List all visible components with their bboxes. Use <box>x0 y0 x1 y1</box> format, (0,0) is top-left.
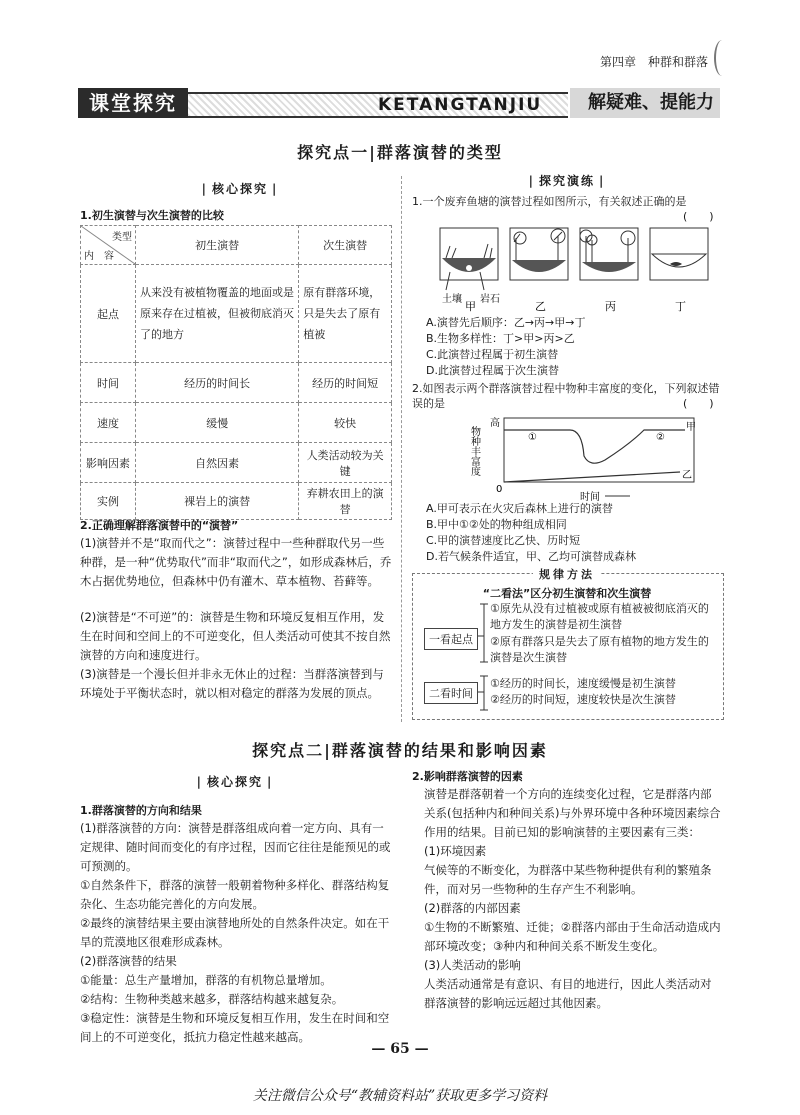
label-rock: 岩石 <box>480 294 500 305</box>
rule-line: ②原有群落只是失去了原有植物的地方发生的演替是次生演替 <box>490 635 709 664</box>
paragraph: (2)群落的内部因素 <box>424 901 521 915</box>
paragraph: 演替是群落朝着一个方向的连续变化过程，它是群落内部关系(包括种内和种间关系)与外界环境中各种环境因素综合作用的结果。目前已知的影响演替的主要因素有三类： <box>424 787 721 839</box>
row-label: 速度 <box>81 403 136 443</box>
paragraph: ②最终的演替结果主要由演替地所处的自然条件决定。如在干旱的荒漠地区很难形成森林。 <box>80 916 390 949</box>
option-b: B.生物多样性：丁>甲>丙>乙 <box>426 332 575 345</box>
footer-note: 关注微信公众号“教辅资料站”获取更多学习资料 <box>252 1088 548 1104</box>
rule-label: 规律方法 <box>412 566 722 582</box>
practice-label: | 探究演练 | <box>412 172 722 189</box>
rule-box-time: 二看时间 <box>424 682 478 704</box>
option-c: C.甲的演替速度比乙快、历时短 <box>426 534 581 547</box>
row-label: 起点 <box>81 265 136 363</box>
banner-code: KETANGTANJIU <box>378 95 543 115</box>
cell-secondary: 弃耕农田上的演替 <box>299 483 392 520</box>
section2-title: 探究点二|群落演替的结果和影响因素 <box>252 741 548 760</box>
paragraph: (1)群落演替的方向：演替是群落组成向着一定方向、具有一定规律、随时间而变化的有序过程，因而它往往是能预见的或可预测的。 <box>80 821 391 873</box>
label-yi: 乙 <box>535 300 546 313</box>
answer-paren: ( ) <box>683 397 714 410</box>
marker-1: ① <box>528 432 537 443</box>
rule-title: “二看法”区分初生演替和次生演替 <box>482 587 652 600</box>
label-jia-series: 甲 <box>686 422 696 433</box>
pond-bing <box>580 228 638 280</box>
paragraph: ②结构：生物种类越来越多，群落结构越来越复杂。 <box>80 992 344 1006</box>
rule-line: ①经历的时间长，速度缓慢是初生演替 <box>490 677 676 690</box>
cell-primary: 自然因素 <box>136 443 299 483</box>
question-2: 2.如图表示两个群落演替过程中物种丰富度的变化，下列叙述错误的是 <box>412 382 720 410</box>
paragraph: (3)演替是一个漫长但并非永无休止的过程：当群落演替到与环境处于平衡状态时，就以相对稳定的群落为发展的顶点。 <box>80 667 384 700</box>
row-label: 时间 <box>81 363 136 403</box>
brace-lines <box>478 600 490 715</box>
label-jia: 甲 <box>465 300 476 313</box>
paragraph: (2)群落演替的结果 <box>80 954 177 968</box>
rule-line: ①原先从没有过植被或原有植被被彻底消灭的地方发生的演替是初生演替 <box>490 602 709 631</box>
label-ding: 丁 <box>675 300 686 313</box>
column-divider <box>401 176 403 722</box>
heading-understand: 2.正确理解群落演替中的“演替” <box>80 519 239 532</box>
paragraph: 气候等的不断变化，为群落中某些物种提供有利的繁殖条件，而对另一些物种的生存产生不利影响。 <box>424 863 712 896</box>
corner-top: 类型 <box>112 232 132 243</box>
cell-secondary: 较快 <box>299 403 392 443</box>
marker-2: ② <box>656 432 665 443</box>
rule-line: ②经历的时间短，速度较快是次生演替 <box>490 693 676 706</box>
core-label: | 核心探究 | <box>80 773 390 790</box>
section1-title: 探究点一|群落演替的类型 <box>297 143 503 162</box>
paragraph: (1)环境因素 <box>424 844 487 858</box>
cell-primary: 从来没有被植物覆盖的地面或是原来存在过植被，但被彻底消灭了的地方 <box>136 265 299 363</box>
core-label: | 核心探究 | <box>80 180 400 197</box>
richness-chart <box>470 416 710 502</box>
cell-secondary: 人类活动较为关键 <box>299 443 392 483</box>
series-yi-line <box>504 472 680 482</box>
cell-secondary: 经历的时间短 <box>299 363 392 403</box>
pond-succession-figure <box>440 228 715 313</box>
label-yi-series: 乙 <box>682 470 692 481</box>
table-row <box>81 265 392 363</box>
table-corner <box>81 226 136 265</box>
banner-stripe <box>188 92 568 118</box>
paragraph: ①自然条件下，群落的演替一般朝着物种多样化、群落结构复杂化、生态功能完善化的方向发展。 <box>80 878 390 911</box>
page-number: — 65 — <box>371 1041 429 1057</box>
paragraph: ③稳定性：演替是生物和环境反复相互作用，发生在时间和空间上的不可逆变化，抵抗力稳定性越来越高。 <box>80 1011 390 1044</box>
section-banner <box>78 88 720 118</box>
x-axis-label: 时间 <box>580 492 600 503</box>
answer-paren: ( ) <box>683 210 714 223</box>
option-b: B.甲中①②处的物种组成相同 <box>426 518 567 531</box>
col-header-secondary: 次生演替 <box>299 226 392 265</box>
question-1: 1.一个废弃鱼塘的演替过程如图所示，有关叙述正确的是 <box>412 195 687 208</box>
cell-primary: 经历的时间长 <box>136 363 299 403</box>
y-high-label: 高 <box>490 418 500 429</box>
table-row <box>81 403 392 443</box>
paragraph: 人类活动通常是有意识、有目的地进行，因此人类活动对群落演替的影响远远超过其他因素。 <box>424 977 712 1010</box>
cell-secondary: 原有群落环境，只是失去了原有植被 <box>299 265 392 363</box>
corner-bottom: 内 容 <box>84 251 114 262</box>
label-bing: 丙 <box>605 300 616 313</box>
option-c: C.此演替过程属于初生演替 <box>426 348 559 361</box>
heading-compare: 1.初生演替与次生演替的比较 <box>80 209 224 222</box>
paragraph: (2)演替是“不可逆”的：演替是生物和环境反复相互作用，发生在时间和空间上的不可逆变化，但人类活动可使其不按自然演替的方向和速度进行。 <box>80 610 391 662</box>
option-a: A.甲可表示在火灾后森林上进行的演替 <box>426 502 613 515</box>
chapter-title: 第四章 种群和群落 <box>599 55 708 69</box>
heading-factors: 2.影响群落演替的因素 <box>412 770 523 783</box>
option-d: D.若气候条件适宜，甲、乙均可演替成森林 <box>426 550 636 563</box>
paragraph: ①生物的不断繁殖、迁徙；②群落内部由于生命活动造成内部环境改变；③种内和种间关系不断发生变化。 <box>424 920 721 953</box>
header-ornament <box>714 40 730 76</box>
banner-slogan: 解疑难、提能力 <box>570 88 720 118</box>
option-d: D.此演替过程属于次生演替 <box>426 364 559 377</box>
paragraph: (1)演替并不是“取而代之”：演替过程中一些种群取代另一些种群，是一种“优势取代”而非“取而代之”，如形成森林后，乔木占据优势地位，但森林中仍有灌木、草本植物、苔藓等。 <box>80 536 392 588</box>
pond-yi <box>510 228 568 280</box>
row-label: 实例 <box>81 483 136 520</box>
label-soil: 土壤 <box>442 294 462 305</box>
col-header-primary: 初生演替 <box>136 226 299 265</box>
table-row <box>81 443 392 483</box>
heading-direction: 1.群落演替的方向和结果 <box>80 804 202 817</box>
rule-box-start: 一看起点 <box>424 628 478 650</box>
cell-primary: 缓慢 <box>136 403 299 443</box>
pond-jia <box>440 228 498 290</box>
paragraph: ①能量：总生产量增加，群落的有机物总量增加。 <box>80 973 332 987</box>
pond-ding <box>650 228 708 280</box>
option-a: A.演替先后顺序：乙→丙→甲→丁 <box>426 316 586 329</box>
table-row <box>81 363 392 403</box>
cell-primary: 裸岩上的演替 <box>136 483 299 520</box>
row-label: 影响因素 <box>81 443 136 483</box>
table-row <box>81 483 392 520</box>
comparison-table <box>80 225 392 520</box>
y-axis-label: 物种丰富度 <box>468 426 480 476</box>
banner-title: 课堂探究 <box>78 88 188 118</box>
origin-label: 0 <box>496 484 503 495</box>
paragraph: (3)人类活动的影响 <box>424 958 521 972</box>
